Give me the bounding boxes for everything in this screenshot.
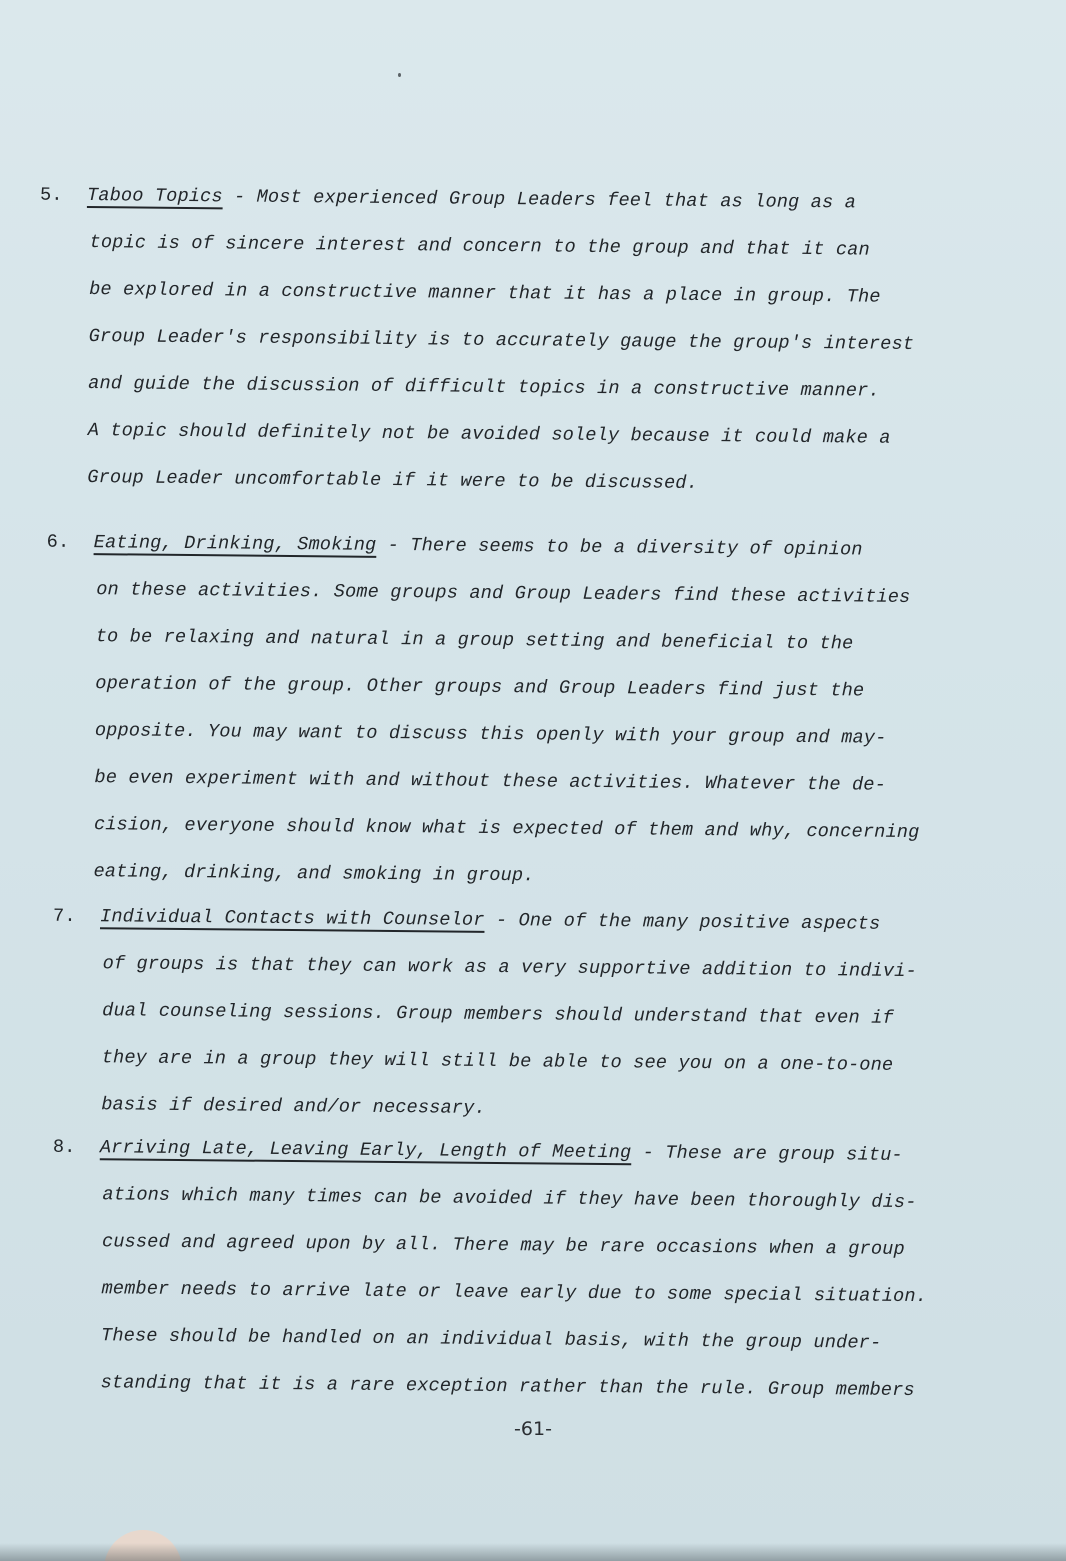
item-line: Group Leader's responsibility is to accurately gauge the group's interest	[88, 326, 915, 355]
page-bottom-shadow	[0, 1543, 1066, 1561]
item-line: basis if desired and/or necessary.	[101, 1094, 486, 1119]
item-line: cision, everyone should know what is expected of them and why, concerning	[93, 814, 920, 844]
item-heading: Taboo Topics	[86, 185, 223, 208]
item-heading: Individual Contacts with Counselor	[100, 906, 485, 931]
item-line: Group Leader uncomfortable if it were to be discussed.	[87, 467, 699, 494]
item-heading: Arriving Late, Leaving Early, Length of Meeting	[99, 1137, 632, 1164]
item-line: be explored in a constructive manner that it has a place in group. The	[89, 279, 881, 308]
item-line: opposite. You may want to discuss this openly with your group and may-	[94, 720, 887, 749]
list-item-6	[43, 519, 957, 904]
list-item-7	[51, 893, 963, 1137]
item-text: - These are group situ-	[631, 1142, 903, 1166]
item-text: - There seems to be a diversity of opinion	[376, 534, 863, 561]
item-line: A topic should definitely not be avoided solely because it could make a	[87, 420, 891, 449]
item-text: - Most experienced Group Leaders feel that as long as a	[222, 186, 857, 214]
item-line: of groups is that they can work as a very supportive addition to indivi-	[102, 953, 917, 983]
item-line: operation of the group. Other groups and Group Leaders find just the	[95, 673, 865, 702]
item-line: member needs to arrive late or leave early due to some special situation.	[101, 1278, 928, 1308]
item-line: dual counseling sessions. Group members should understand that even if	[102, 1000, 894, 1029]
page-number: -61-	[514, 1418, 552, 1440]
item-line: cussed and agreed upon by all. There may be rare occasions when a group	[101, 1231, 905, 1260]
item-line: to be relaxing and natural in a group setting and beneficial to the	[95, 626, 854, 655]
item-line: on these activities. Some groups and Group Leaders find these activities	[96, 579, 911, 608]
item-number: 5.	[39, 184, 63, 206]
list-item-8	[50, 1124, 963, 1415]
item-number: 6.	[46, 531, 70, 553]
item-heading: Eating, Drinking, Smoking	[93, 532, 377, 556]
item-line: ations which many times can be avoided if they have been thoroughly dis-	[102, 1184, 917, 1214]
item-line: be even experiment with and without these activities. Whatever the de-	[94, 767, 887, 796]
item-text: - One of the many positive aspects	[484, 909, 881, 935]
item-number: 7.	[53, 905, 76, 927]
item-line: standing that it is a rare exception rather than the rule. Group members	[100, 1372, 915, 1402]
item-number: 8.	[52, 1136, 76, 1158]
item-line: and guide the discussion of difficult topics in a constructive manner.	[88, 373, 880, 402]
item-line: eating, drinking, and smoking in group.	[93, 861, 535, 887]
list-item-5	[37, 172, 950, 510]
item-line: they are in a group they will still be able to see you on a one-to-one	[101, 1047, 894, 1076]
item-line: topic is of sincere interest and concern to the group and that it can	[89, 232, 870, 261]
item-line: These should be handled on an individual basis, with the group under-	[100, 1325, 882, 1354]
